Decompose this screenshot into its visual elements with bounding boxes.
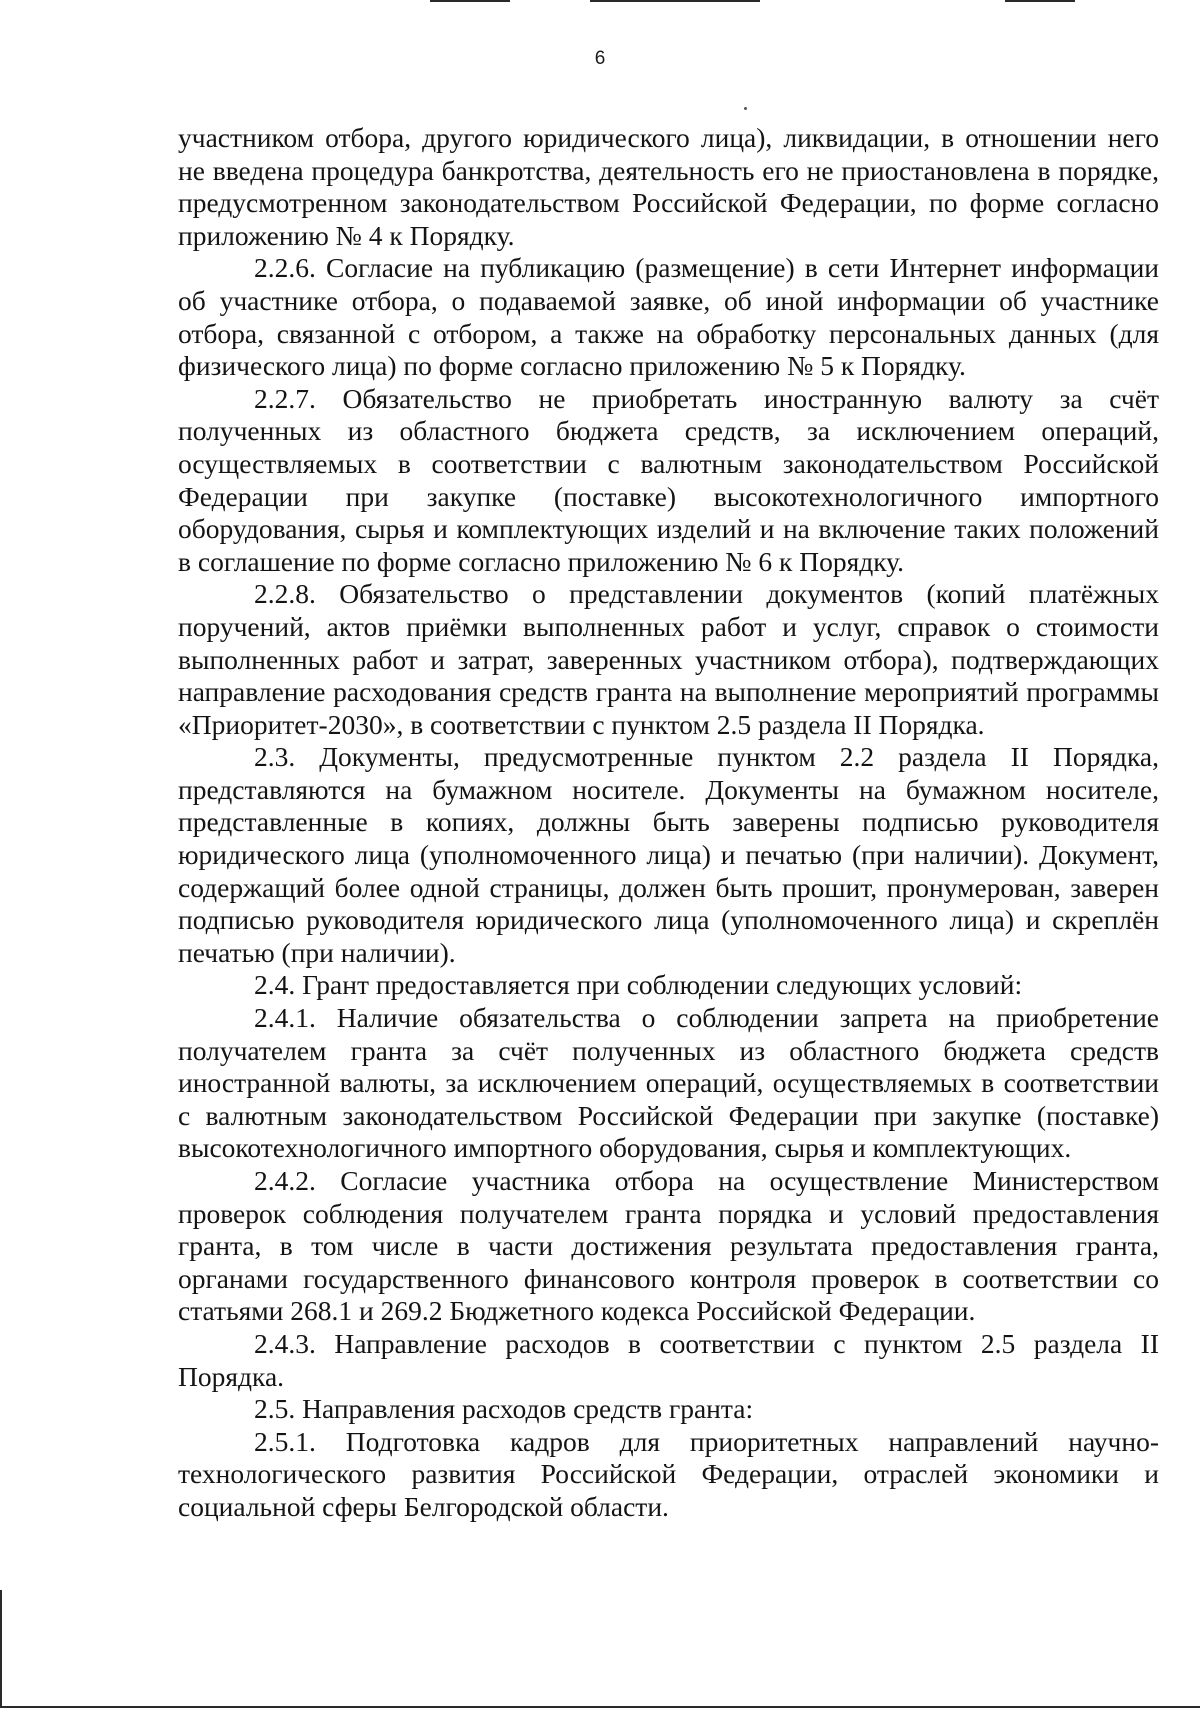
scan-edge-mark-top-1: [430, 0, 510, 2]
paragraph-2-5: 2.5. Направления расходов средств гранта:: [254, 1393, 754, 1425]
scan-frame-bottom: [0, 1706, 1200, 1708]
paragraph-2-4-2: 2.4.2. Согласие участника отбора на осуществление Министерством проверок соблюдения получателем гранта порядка и условий предоставления гранта, в том числе в части достижения результата предоставления гранта, органами государственного финансового контроля проверок в соответствии со статьями 268.1 и 269.2 Бюджетного кодекса Российской Федерации.: [178, 1165, 1159, 1327]
paragraph-2-5-1: 2.5.1. Подготовка кадров для приоритетных направлений научно-технологического развития Российской Федерации, отраслей экономики и социальной сферы Белгородской области.: [178, 1425, 1159, 1522]
paragraph-2-4-1: 2.4.1. Наличие обязательства о соблюдении запрета на приобретение получателем гранта за счёт полученных из областного бюджета средств иностранной валюты, за исключением операций, осуществляемых в соответствии с валютным законодательством Российской Федерации при закупке (поставке) высокотехнологичного импортного оборудования, сырья и комплектующих.: [178, 1002, 1159, 1164]
paragraph-2-4-3: 2.4.3. Направление расходов в соответствии с пунктом 2.5 раздела II Порядка.: [178, 1327, 1159, 1392]
paragraph-continuation: участником отбора, другого юридического лица), ликвидации, в отношении него не введена процедура банкротства, деятельность его не приостановлена в порядке, предусмотренном законодательством Российской Федерации, по форме согласно приложению № 4 к Порядку.: [178, 122, 1159, 251]
document-body: [178, 122, 1159, 1524]
scan-edge-mark-top-3: [1005, 0, 1075, 2]
scan-frame-left: [0, 1590, 2, 1708]
paragraph-2-2-8: 2.2.8. Обязательство о представлении документов (копий платёжных поручений, актов приёмки выполненных работ и услуг, справок о стоимости выполненных работ и затрат, заверенных участником отбора), подтверждающих направление расходования средств гранта на выполнение мероприятий программы «Приоритет-2030», в соответствии с пунктом 2.5 раздела II Порядка.: [178, 578, 1159, 740]
paragraph-2-2-7: 2.2.7. Обязательство не приобретать иностранную валюту за счёт полученных из областного бюджета средств, за исключением операций, осуществляемых в соответствии с валютным законодательством Российской Федерации при закупке (поставке) высокотехнологичного импортного оборудования, сырья и комплектующих изделий и на включение таких положений в соглашение по форме согласно приложению № 6 к Порядку.: [178, 382, 1159, 577]
page-number: 6: [594, 48, 606, 69]
paragraph-2-2-6: 2.2.6. Согласие на публикацию (размещение) в сети Интернет информации об участнике отбора, о подаваемой заявке, об иной информации об участнике отбора, связанной с отбором, а также на обработку персональных данных (для физического лица) по форме согласно приложению № 5 к Порядку.: [178, 252, 1159, 382]
paragraph-2-4: 2.4. Грант предоставляется при соблюдении следующих условий:: [254, 969, 1023, 1001]
paragraph-2-3: 2.3. Документы, предусмотренные пунктом 2.2 раздела II Порядка, представляются на бумажном носителе. Документы на бумажном носителе, представленные в копиях, должны быть заверены подписью руководителя юридического лица (уполномоченного лица) и печатью (при наличии). Документ, содержащий более одной страницы, должен быть прошит, пронумерован, заверен подписью руководителя юридического лица (уполномоченного лица) и скреплён печатью (при наличии).: [178, 741, 1159, 968]
scan-speck: [744, 107, 747, 110]
scan-edge-mark-top-2: [590, 0, 760, 2]
